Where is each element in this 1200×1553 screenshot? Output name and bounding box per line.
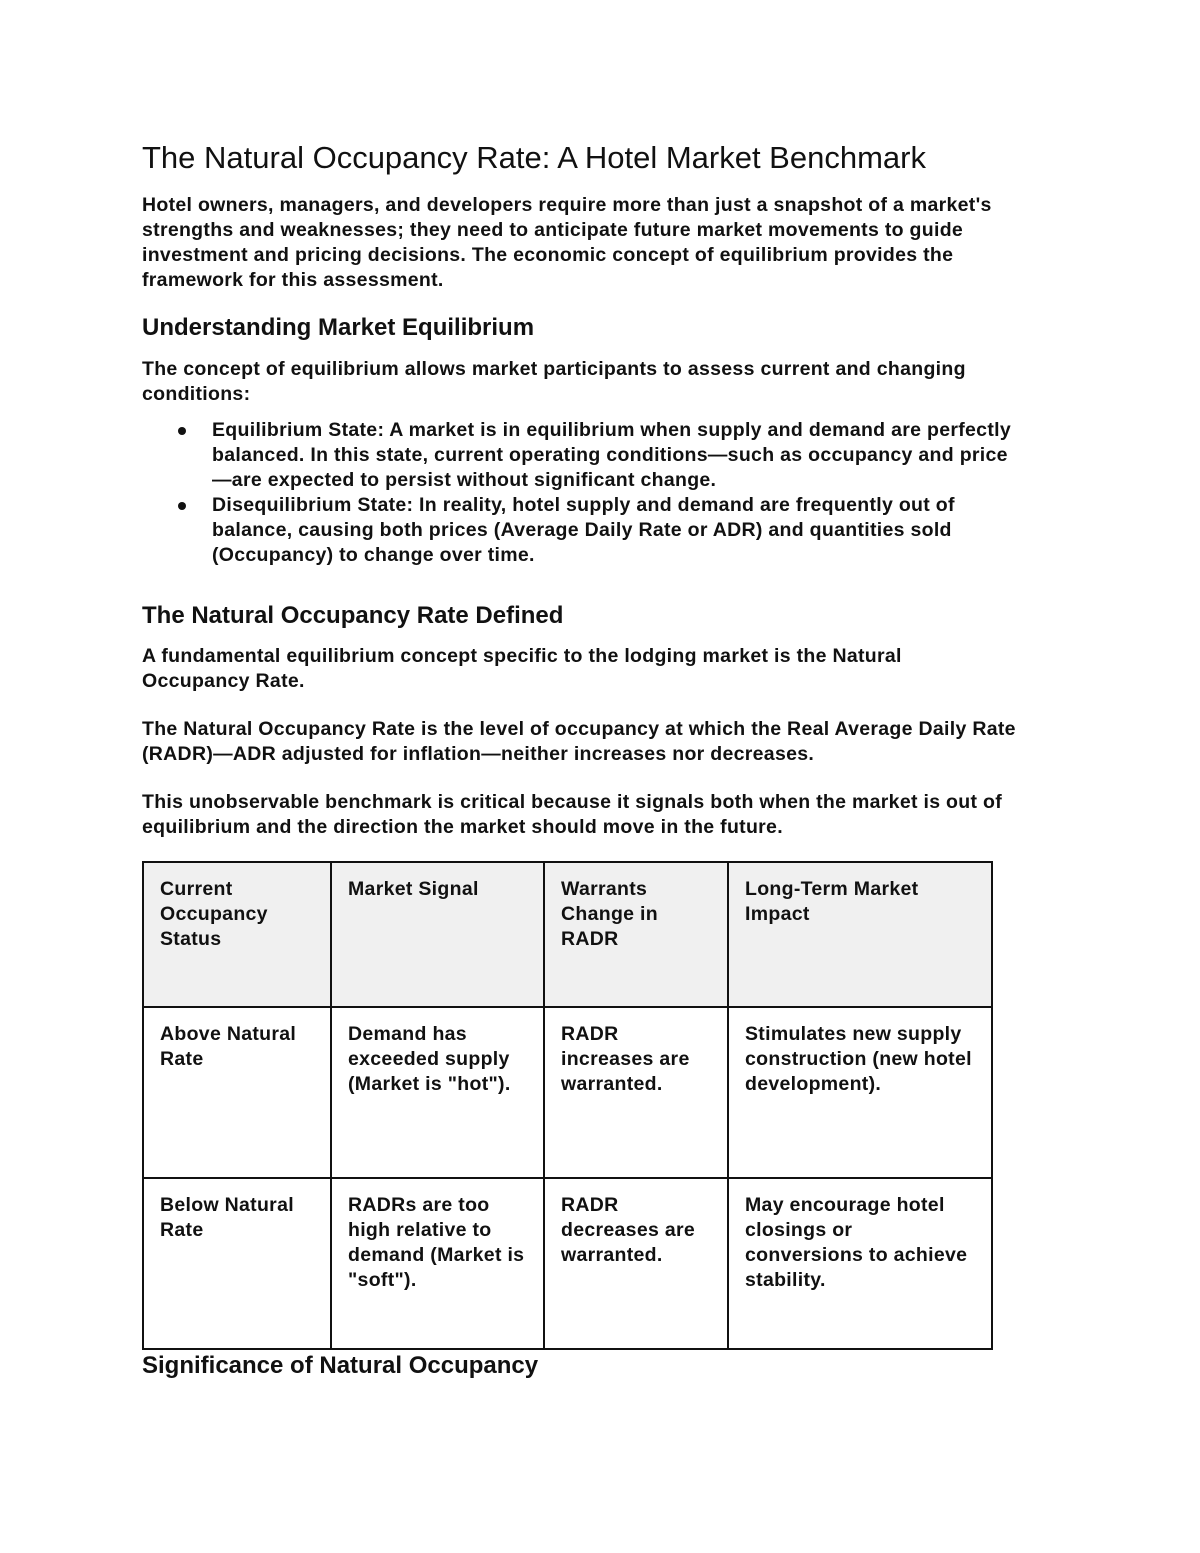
table-cell: RADR decreases are warranted. xyxy=(544,1178,728,1349)
table-cell: Stimulates new supply construction (new hotel development). xyxy=(728,1007,992,1178)
section-heading-equilibrium: Understanding Market Equilibrium xyxy=(142,314,535,341)
page-title: The Natural Occupancy Rate: A Hotel Market Benchmark xyxy=(142,140,926,175)
bullet-icon xyxy=(178,427,186,435)
bullet-text: Equilibrium State: A market is in equilibrium when supply and demand are perfectly balanced. In this state, current operating conditions—such as occupancy and price—are expected to persist without significant change. xyxy=(212,419,1011,491)
occupancy-table xyxy=(142,861,993,1350)
table-cell: Above Natural Rate xyxy=(143,1007,331,1178)
section-heading-significance: Significance of Natural Occupancy xyxy=(142,1352,539,1379)
section-heading-natural-rate: The Natural Occupancy Rate Defined xyxy=(142,602,564,629)
table-header-cell: Market Signal xyxy=(331,862,544,1007)
table-cell: RADRs are too high relative to demand (Market is "soft"). xyxy=(331,1178,544,1349)
table-cell: RADR increases are warranted. xyxy=(544,1007,728,1178)
bullet-text: Disequilibrium State: In reality, hotel supply and demand are frequently out of balance, causing both prices (Average Daily Rate or ADR) and quantities sold (Occupancy) to change over time. xyxy=(212,494,955,566)
table-header-cell: Warrants Change in RADR xyxy=(544,862,728,1007)
list-item xyxy=(142,493,1022,568)
table-cell: May encourage hotel closings or conversions to achieve stability. xyxy=(728,1178,992,1349)
natural-rate-paragraph-1: A fundamental equilibrium concept specific to the lodging market is the Natural Occupancy Rate. xyxy=(142,645,902,692)
table-row xyxy=(143,1178,992,1349)
table-header-row xyxy=(143,862,992,1007)
bullet-icon xyxy=(178,502,186,510)
table-header-cell: Current Occupancy Status xyxy=(143,862,331,1007)
equilibrium-bullet-list xyxy=(142,418,1022,568)
natural-rate-paragraph-2: The Natural Occupancy Rate is the level of occupancy at which the Real Average Daily Rate (RADR)—ADR adjusted for inflation—neither increases nor decreases. xyxy=(142,718,1016,765)
table-cell: Demand has exceeded supply (Market is "hot"). xyxy=(331,1007,544,1178)
intro-paragraph: Hotel owners, managers, and developers require more than just a snapshot of a market's strengths and weaknesses; they need to anticipate future market movements to guide investment and pricing decisions. The economic concept of equilibrium provides the framework for this assessment. xyxy=(142,194,992,291)
natural-rate-paragraph-3: This unobservable benchmark is critical because it signals both when the market is out of equilibrium and the direction the market should move in the future. xyxy=(142,791,1003,838)
table-cell: Below Natural Rate xyxy=(143,1178,331,1349)
table-row xyxy=(143,1007,992,1178)
equilibrium-lead-paragraph: The concept of equilibrium allows market participants to assess current and changing conditions: xyxy=(142,358,966,405)
list-item xyxy=(142,418,1022,493)
table-header-cell: Long-Term Market Impact xyxy=(728,862,992,1007)
